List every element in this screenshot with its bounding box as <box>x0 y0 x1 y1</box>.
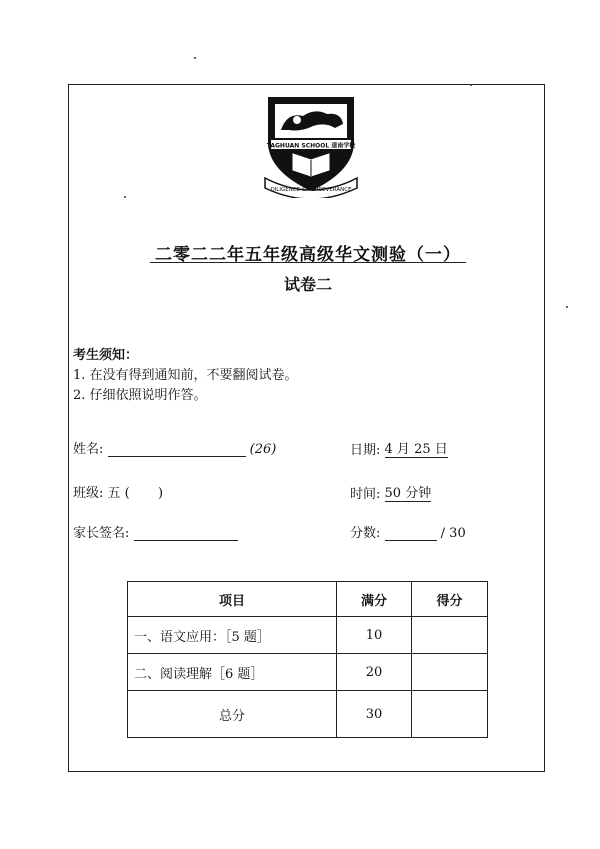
class-label: 班级: 五 ( <box>73 486 130 501</box>
school-motto-text: DILIGENCE & PERSEVERANCE <box>270 187 352 193</box>
scan-speck <box>194 57 196 59</box>
score-blank[interactable] <box>385 540 437 541</box>
instruction-item: 1. 在没有得到通知前，不要翻阅试卷。 <box>73 368 298 383</box>
header-item: 项目 <box>128 582 337 617</box>
date-value: 4 月 25 日 <box>385 438 448 458</box>
page-subtitle: 试卷二 <box>283 275 332 294</box>
name-field <box>73 438 276 457</box>
name-label: 姓名: <box>73 442 104 457</box>
table-header-row <box>128 582 488 617</box>
class-number: (26) <box>249 442 277 457</box>
table-row <box>128 617 488 654</box>
header-score: 得分 <box>412 582 488 617</box>
table-total-row <box>128 691 488 738</box>
row-score[interactable] <box>412 654 488 691</box>
row-full-marks: 20 <box>336 654 411 691</box>
parent-signature-label: 家长签名: <box>73 526 130 541</box>
row-full-marks: 10 <box>336 617 411 654</box>
table-row <box>128 654 488 691</box>
score-table <box>127 581 488 738</box>
page-title: 二零二二年五年级高级华文测验（一） <box>155 245 461 265</box>
header-full-marks: 满分 <box>336 582 411 617</box>
school-crest-logo <box>263 90 359 198</box>
total-label: 总分 <box>128 691 337 738</box>
time-value: 50 分钟 <box>385 482 432 502</box>
class-close: ) <box>158 486 164 501</box>
class-field <box>73 482 163 501</box>
parent-signature-field <box>73 522 238 541</box>
date-field <box>350 438 448 458</box>
parent-signature-blank[interactable] <box>134 540 238 541</box>
scan-speck <box>124 196 126 198</box>
row-score[interactable] <box>412 617 488 654</box>
instructions-heading: 考生须知： <box>73 348 139 363</box>
scan-speck <box>566 306 568 308</box>
instructions <box>73 346 298 406</box>
row-item: 二、阅读理解［6 题］ <box>128 654 337 691</box>
score-total: / 30 <box>440 526 466 541</box>
title-underline <box>150 262 466 263</box>
time-field <box>350 482 431 502</box>
scan-speck <box>470 84 472 86</box>
total-score[interactable] <box>412 691 488 738</box>
school-banner-text: TAGHUAN SCHOOL 道南学校 <box>266 142 356 150</box>
date-label: 日期: <box>350 443 381 458</box>
name-blank[interactable] <box>108 456 246 457</box>
instruction-item: 2. 仔细依照说明作答。 <box>73 388 207 403</box>
score-field <box>350 522 466 541</box>
time-label: 时间: <box>350 487 381 502</box>
row-item: 一、语文应用：［5 题］ <box>128 617 337 654</box>
total-full-marks: 30 <box>336 691 411 738</box>
score-label: 分数: <box>350 526 381 541</box>
